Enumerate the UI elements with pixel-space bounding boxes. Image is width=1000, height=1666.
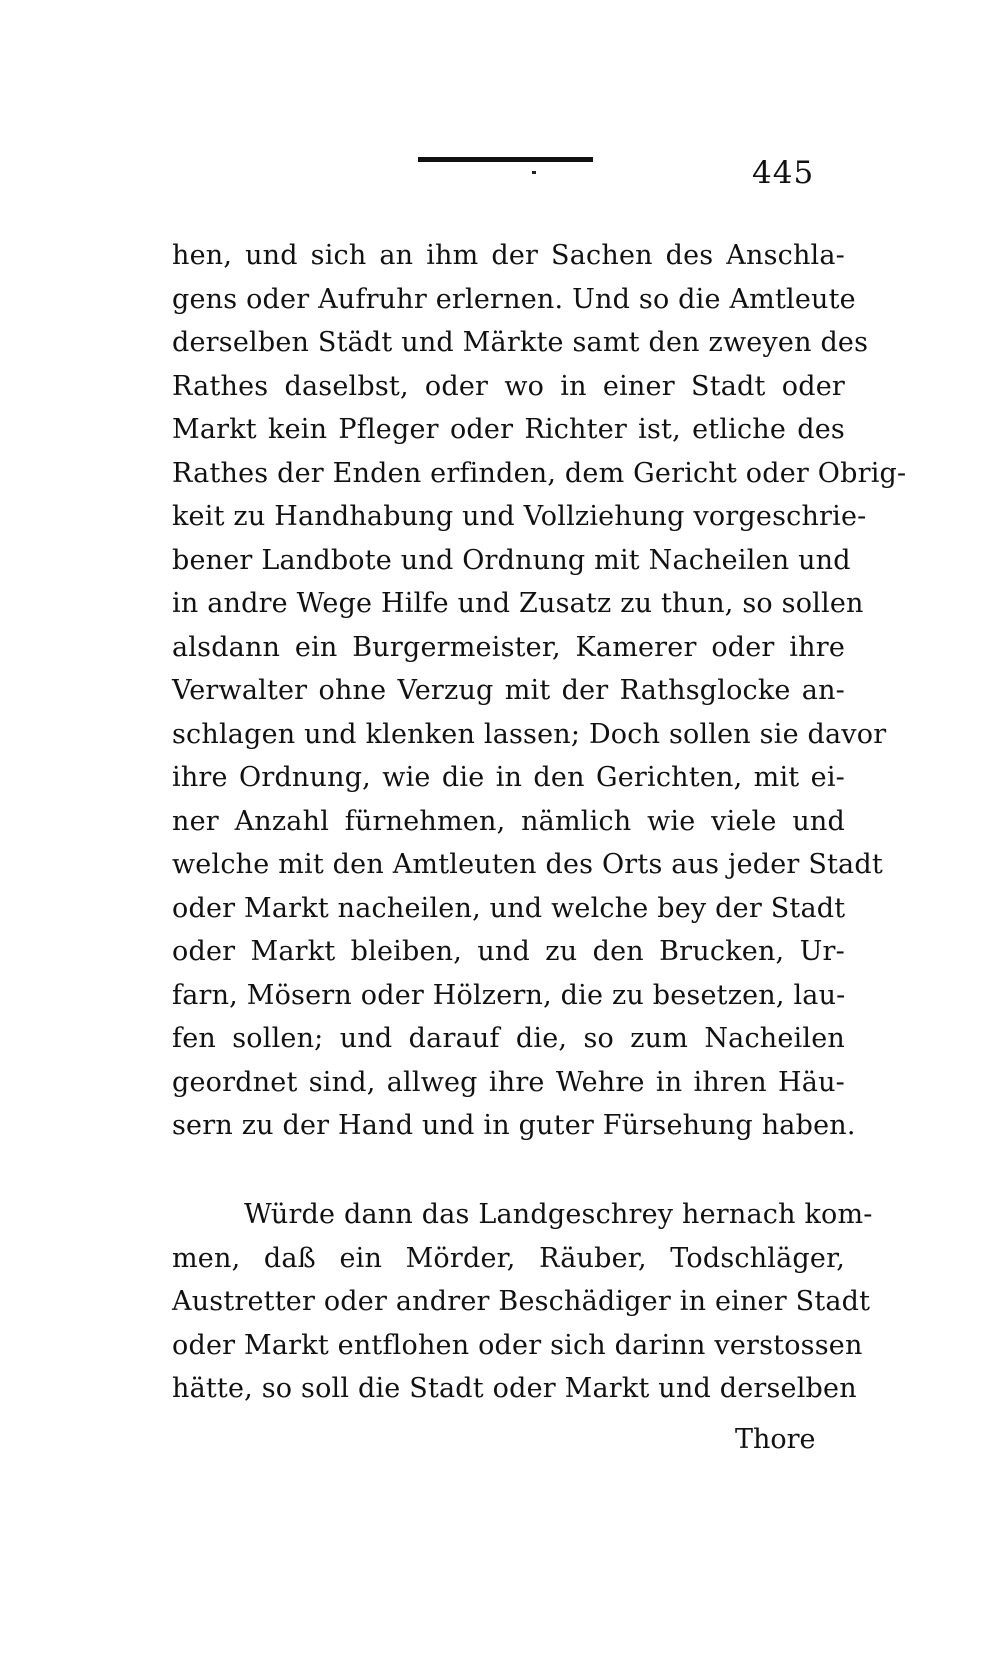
text-line: Rathes der Enden erfinden, dem Gericht oder Obrig- bbox=[172, 457, 907, 489]
text-line: men, daß ein Mörder, Räuber, Todschläger, bbox=[172, 1242, 845, 1274]
text-line: bener Landbote und Ordnung mit Nacheilen und bbox=[172, 544, 851, 576]
text-line: Austretter oder andrer Beschädiger in einer Stadt bbox=[172, 1286, 871, 1317]
text-line: keit zu Handhabung und Vollziehung vorgeschrie- bbox=[172, 501, 867, 532]
catchword: Thore bbox=[735, 1424, 816, 1455]
header-rule bbox=[418, 157, 593, 162]
text-line: oder Markt entflohen oder sich darinn verstossen bbox=[172, 1329, 863, 1361]
text-line: Markt kein Pfleger oder Richter ist, etliche des bbox=[172, 414, 845, 445]
text-line: gens oder Aufruhr erlernen. Und so die Amtleute bbox=[172, 283, 856, 315]
paragraph-1 bbox=[172, 234, 907, 1148]
paragraph-2 bbox=[172, 1193, 873, 1411]
text-line: ner Anzahl fürnehmen, nämlich wie viele und bbox=[172, 805, 845, 837]
text-line: fen sollen; und darauf die, so zum Nacheilen bbox=[172, 1023, 845, 1054]
text-line: Würde dann das Landgeschrey hernach kom- bbox=[244, 1199, 873, 1230]
text-line: farn, Mösern oder Hölzern, die zu besetzen, lau- bbox=[172, 979, 846, 1011]
text-line: schlagen und klenken lassen; Doch sollen sie davor bbox=[172, 718, 887, 750]
text-line: in andre Wege Hilfe und Zusatz zu thun, so sollen bbox=[172, 588, 864, 619]
text-line: alsdann ein Burgermeister, Kamerer oder ihre bbox=[172, 631, 845, 663]
text-line: derselben Städt und Märkte samt den zweyen des bbox=[172, 327, 869, 358]
text-line: welche mit den Amtleuten des Orts aus jeder Stadt bbox=[172, 849, 883, 880]
page-number: 445 bbox=[752, 155, 815, 191]
text-line: ihre Ordnung, wie die in den Gerichten, mit ei- bbox=[172, 762, 845, 793]
text-line: Rathes daselbst, oder wo in einer Stadt oder bbox=[172, 370, 845, 402]
text-line: oder Markt bleiben, und zu den Brucken, Ur- bbox=[172, 936, 845, 967]
text-line: hätte, so soll die Stadt oder Markt und derselben bbox=[172, 1373, 857, 1404]
text-line: geordnet sind, allweg ihre Wehre in ihren Häu- bbox=[172, 1066, 845, 1098]
text-line: Verwalter ohne Verzug mit der Rathsglocke an- bbox=[172, 675, 845, 706]
header-rule-mark bbox=[532, 171, 536, 174]
text-line: oder Markt nacheilen, und welche bey der Stadt bbox=[172, 892, 846, 924]
text-line: sern zu der Hand und in guter Fürsehung haben. bbox=[172, 1110, 856, 1141]
text-line: hen, und sich an ihm der Sachen des Anschla- bbox=[172, 240, 845, 271]
